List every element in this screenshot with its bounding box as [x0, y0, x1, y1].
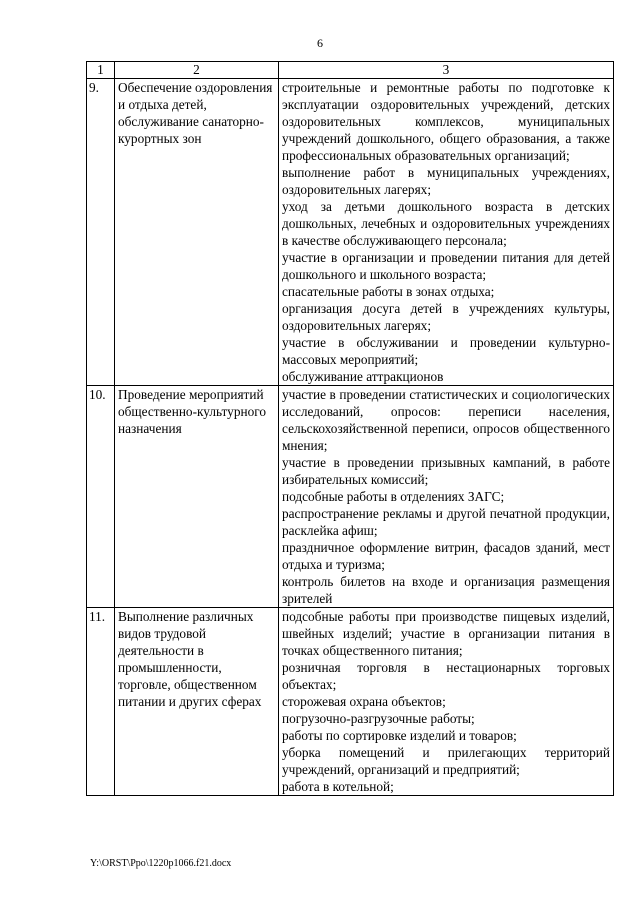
work-item: участие в обслуживании и проведении культурно-массовых мероприятий;	[282, 335, 610, 367]
activity-name	[115, 386, 279, 608]
activity-name	[115, 608, 279, 796]
work-item: участие в организации и проведении питания для детей дошкольного и школьного возраста;	[282, 250, 610, 282]
table-row	[87, 386, 614, 608]
work-item: спасательные работы в зонах отдыха;	[282, 284, 495, 299]
work-item: строительные и ремонтные работы по подготовке к эксплуатации оздоровительных учреждений, детских оздоровительных комплексов, муниципальных учреждений дошкольного, общего образования, а также профессиональных образовательных организаций;	[282, 80, 610, 163]
table-row	[87, 79, 614, 386]
work-item: контроль билетов на входе и организация размещения зрителей	[282, 574, 610, 606]
work-item: выполнение работ в муниципальных учреждениях, оздоровительных лагерях;	[282, 165, 610, 197]
work-item: подсобные работы при производстве пищевых изделий, швейных изделий; участие в организации питания в точках общественного питания;	[282, 609, 610, 658]
table-row	[87, 608, 614, 796]
column-header-1: 1	[87, 62, 115, 79]
file-path-footer: Y:\ORST\Ppo\1220p1066.f21.docx	[90, 858, 232, 869]
activity-name-text: Обеспечение оздоровления и отдыха детей, обслуживание санаторно-курортных зон	[118, 80, 273, 146]
column-header-3: 3	[279, 62, 614, 79]
activity-name-text: Проведение мероприятий общественно-культурного назначения	[118, 387, 267, 436]
work-list	[279, 608, 614, 796]
work-item: распространение рекламы и другой печатной продукции, расклейка афиш;	[282, 506, 610, 538]
table-header-row	[87, 62, 614, 79]
work-item: работы по сортировке изделий и товаров;	[282, 728, 517, 743]
work-item: организация досуга детей в учреждениях культуры, оздоровительных лагерях;	[282, 301, 610, 333]
work-item: участие в проведении статистических и социологических исследований, опросов: переписи населения, сельскохозяйственной переписи, опросов общественного мнения;	[282, 387, 610, 453]
work-item: участие в проведении призывных кампаний, в работе избирательных комиссий;	[282, 455, 610, 487]
work-item: розничная торговля в нестационарных торговых объектах;	[282, 660, 610, 692]
row-number: 10.	[87, 386, 115, 608]
row-number: 9.	[87, 79, 115, 386]
work-item: сторожевая охрана объектов;	[282, 694, 446, 709]
work-item: подсобные работы в отделениях ЗАГС;	[282, 489, 505, 504]
work-item: работа в котельной;	[282, 779, 394, 794]
work-item: обслуживание аттракционов	[282, 369, 444, 384]
activity-name	[115, 79, 279, 386]
work-item: праздничное оформление витрин, фасадов зданий, мест отдыха и туризма;	[282, 540, 610, 572]
work-item: уборка помещений и прилегающих территорий учреждений, организаций и предприятий;	[282, 745, 610, 777]
activity-name-text: Выполнение различных видов трудовой деятельности в промышленности, торговле, общественном питании и других сферах	[118, 609, 262, 709]
page-number: 6	[317, 36, 323, 50]
work-item: погрузочно-разгрузочные работы;	[282, 711, 475, 726]
work-list	[279, 386, 614, 608]
activity-table	[86, 61, 614, 796]
work-item: уход за детьми дошкольного возраста в детских дошкольных, лечебных и оздоровительных учреждениях в качестве обслуживающего персонала;	[282, 199, 610, 248]
column-header-2: 2	[115, 62, 279, 79]
row-number: 11.	[87, 608, 115, 796]
work-list	[279, 79, 614, 386]
